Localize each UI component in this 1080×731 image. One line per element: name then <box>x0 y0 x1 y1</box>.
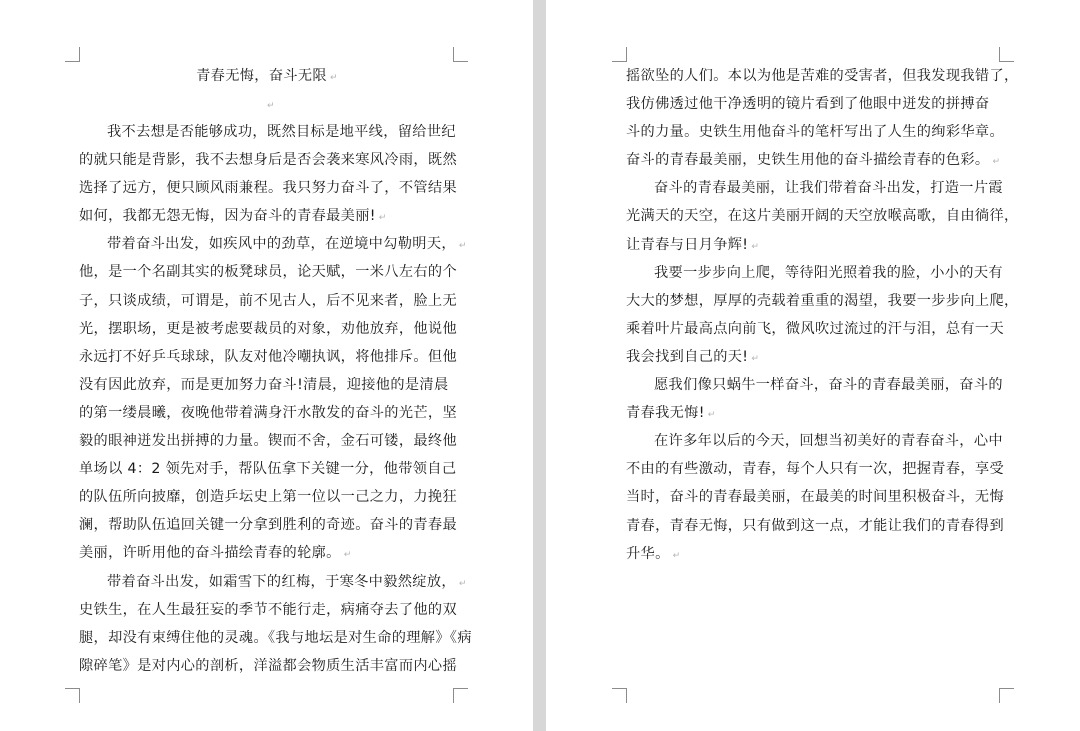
text-line-content: 在许多年以后的今天，回想当初美好的青春奋斗，心中 <box>654 433 1003 450</box>
document-title[interactable] <box>79 62 455 90</box>
text-line-content: 我仿佛透过他干净透明的镜片看到了他眼中迸发的拼搏奋 <box>626 96 990 113</box>
paragraph-mark-icon: ↵ <box>751 241 760 252</box>
crop-mark-bottom-right <box>453 688 468 703</box>
text-line[interactable] <box>79 230 467 258</box>
text-line-content: 的队伍所向披靡，创造乒坛史上第一位以一己之力，力挽狂 <box>79 489 457 506</box>
text-line[interactable] <box>626 231 1002 259</box>
text-line[interactable] <box>79 652 455 680</box>
text-line[interactable] <box>79 371 455 399</box>
text-line-content: 子，只谈成绩，可谓是，前不见古人，后不见来者，脸上无 <box>79 292 457 309</box>
text-line-content: 让青春与日月争辉! <box>626 236 749 253</box>
text-line-content: 美丽，许昕用他的奋斗描绘青春的轮廓。 <box>79 545 341 562</box>
text-line-content: 不由的有些激动，青春，每个人只有一次，把握青春，享受 <box>626 461 1004 478</box>
text-line-content: 光，摆职场，更是被考虑要裁员的对象，劝他放弃，他说他 <box>79 320 457 337</box>
text-line[interactable] <box>79 483 455 511</box>
text-line-content: 乘着叶片最高点向前飞，微风吹过流过的汗与泪，总有一天 <box>626 320 1004 337</box>
text-line[interactable] <box>626 202 1019 230</box>
text-line[interactable] <box>79 258 455 286</box>
text-line-content: 隙碎笔》是对内心的剖析，洋溢都会物质生活丰富而内心摇 <box>79 657 457 674</box>
paragraph-mark-icon: ↵ <box>329 73 338 83</box>
text-line-content: 愿我们像只蜗牛一样奋斗，奋斗的青春最美丽，奋斗的 <box>654 377 1003 394</box>
text-line-content: 他，是一个名副其实的板凳球员，论天赋，一米八左右的个 <box>79 264 457 281</box>
paragraph-mark-icon: ↵ <box>707 410 716 421</box>
text-line[interactable] <box>626 455 1002 483</box>
text-line[interactable] <box>626 174 1002 202</box>
text-line-content: 当时，奋斗的青春最美丽，在最美的时间里积极奋斗，无悔 <box>626 489 1004 506</box>
text-line-content: 的第一缕晨曦，夜晚他带着满身汗水散发的奋斗的光芒，坚 <box>79 404 457 421</box>
text-line[interactable] <box>626 118 1002 146</box>
text-line-content: 我不去想是否能够成功，既然目标是地平线，留给世纪 <box>107 124 456 140</box>
text-line[interactable] <box>626 512 1002 540</box>
text-line[interactable] <box>79 427 455 455</box>
text-line[interactable] <box>79 596 455 624</box>
text-line-content: 单场以 4：2 领先对手，帮队伍拿下关键一分，他带领自己 <box>79 461 457 478</box>
text-line-content: 腿，却没有束缚住他的灵魂。《我与地坛是对生命的理解》《病 <box>79 629 472 646</box>
page-1-body[interactable] <box>79 62 472 680</box>
text-line[interactable] <box>79 455 455 483</box>
paragraph-mark-icon: ↵ <box>751 353 760 364</box>
text-line-content: 斗的力量。史铁生用他奋斗的笔杆写出了人生的绚彩华章。 <box>626 124 1004 141</box>
text-line[interactable] <box>79 568 467 596</box>
paragraph-mark-icon: ↵ <box>458 578 467 589</box>
text-line[interactable] <box>626 287 1019 315</box>
paragraph-mark-icon: ↵ <box>672 550 681 561</box>
text-line[interactable] <box>79 118 455 146</box>
paragraph-mark-icon: ↵ <box>378 213 387 224</box>
text-line[interactable] <box>79 287 455 315</box>
text-line-content: 奋斗的青春最美丽，史铁生用他的奋斗描绘青春的色彩。 <box>626 152 990 169</box>
text-line-content: 光满天的天空，在这片美丽开阔的天空放喉高歌，自由徜徉， <box>626 208 1019 225</box>
paragraph-mark-icon: ↵ <box>267 101 275 111</box>
page-2-lines[interactable] <box>626 62 1019 568</box>
text-line-content: 史铁生，在人生最狂妄的季节不能行走，病痛夺去了他的双 <box>79 601 457 618</box>
text-line-content: 带着奋斗出发，如霜雪下的红梅，于寒冬中毅然绽放， <box>107 573 456 590</box>
text-line[interactable] <box>626 427 1002 455</box>
text-line[interactable] <box>79 511 455 539</box>
text-line-content: 摇欲坠的人们。本以为他是苦难的受害者，但我发现我错了， <box>626 68 1019 84</box>
paragraph-mark-icon: ↵ <box>992 157 1001 168</box>
text-line-content: 大大的梦想，厚厚的壳载着重重的渴望，我要一步步向上爬， <box>626 292 1019 309</box>
text-line-content: 如何，我都无怨无悔，因为奋斗的青春最美丽! <box>79 208 376 225</box>
crop-mark-top-left <box>612 47 627 62</box>
text-line[interactable] <box>626 90 1002 118</box>
text-line-content: 的就只能是背影，我不去想身后是否会袭来寒风冷雨，既然 <box>79 152 457 169</box>
crop-mark-bottom-left <box>612 688 627 703</box>
text-line-content: 奋斗的青春最美丽，让我们带着奋斗出发，打造一片霞 <box>654 180 1003 197</box>
page-1-lines[interactable] <box>79 118 472 680</box>
crop-mark-bottom-right <box>999 688 1014 703</box>
text-line[interactable] <box>626 399 1002 427</box>
text-line[interactable] <box>79 315 455 343</box>
text-line[interactable] <box>626 483 1002 511</box>
text-line-content: 升华。 <box>626 545 670 562</box>
text-line[interactable] <box>79 146 455 174</box>
text-line[interactable] <box>626 62 1019 90</box>
text-line[interactable] <box>626 540 1002 568</box>
text-line[interactable] <box>79 539 455 567</box>
blank-line[interactable] <box>79 90 455 118</box>
paragraph-mark-icon: ↵ <box>458 241 467 252</box>
text-line[interactable] <box>626 315 1002 343</box>
crop-mark-top-right <box>453 47 468 62</box>
text-line-content: 没有因此放弃，而是更加努力奋斗!清晨，迎接他的是清晨 <box>79 376 449 393</box>
text-line-content: 带着奋斗出发，如疾风中的劲草，在逆境中勾勒明天， <box>107 236 456 253</box>
text-line[interactable] <box>626 371 1002 399</box>
crop-mark-bottom-left <box>65 688 80 703</box>
text-line[interactable] <box>79 343 455 371</box>
paragraph-mark-icon: ↵ <box>343 550 352 561</box>
document-title-text: 青春无悔，奋斗无限 <box>196 68 327 84</box>
text-line[interactable] <box>626 146 1002 174</box>
page-2-body[interactable] <box>626 62 1019 568</box>
text-line-content: 毅的眼神迸发出拼搏的力量。锲而不舍，金石可镂，最终他 <box>79 433 457 450</box>
text-line-content: 我会找到自己的天! <box>626 348 749 365</box>
crop-mark-top-left <box>65 47 80 62</box>
page-separator <box>533 0 546 731</box>
text-line-content: 青春，青春无悔，只有做到这一点，才能让我们的青春得到 <box>626 517 1004 534</box>
text-line-content: 永远打不好乒乓球球，队友对他冷嘲执讽，将他排斥。但他 <box>79 348 457 365</box>
text-line[interactable] <box>79 624 472 652</box>
text-line-content: 澜，帮助队伍追回关键一分拿到胜利的奇迹。奋斗的青春最 <box>79 517 457 534</box>
text-line[interactable] <box>79 174 455 202</box>
text-line[interactable] <box>626 343 1002 371</box>
text-line[interactable] <box>626 259 1002 287</box>
crop-mark-top-right <box>999 47 1014 62</box>
text-line-content: 我要一步步向上爬，等待阳光照着我的脸，小小的天有 <box>654 264 1003 281</box>
text-line-content: 青春我无悔! <box>626 405 705 422</box>
text-line-content: 选择了远方，便只顾风雨兼程。我只努力奋斗了，不管结果 <box>79 180 457 197</box>
text-line[interactable] <box>79 202 455 230</box>
text-line[interactable] <box>79 399 455 427</box>
